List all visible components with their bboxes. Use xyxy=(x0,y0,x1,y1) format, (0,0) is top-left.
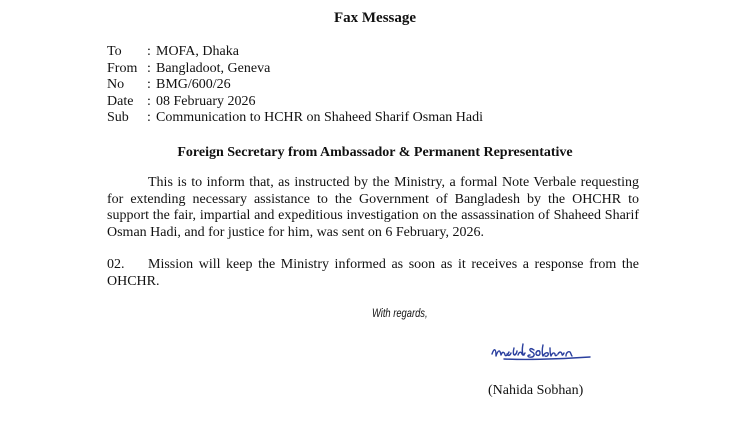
meta-separator: : xyxy=(147,93,151,109)
meta-value: Bangladoot, Geneva xyxy=(156,60,271,76)
meta-row-date xyxy=(107,94,483,111)
meta-label: Date xyxy=(107,93,134,109)
meta-label: Sub xyxy=(107,110,129,125)
closing-text: With regards, xyxy=(372,306,428,320)
meta-value: MOFA, Dhaka xyxy=(156,44,239,59)
addressee-heading: Foreign Secretary from Ambassador & Permanent Representative xyxy=(177,145,573,160)
meta-value: BMG/600/26 xyxy=(156,77,231,92)
signer-name: (Nahida Sobhan) xyxy=(488,383,584,398)
body-paragraph-1: This is to inform that, as instructed by the Ministry, a formal Note Verbale requesting for extending necessary assistance to the Government of Bangladesh by the OHCHR to support the fair, impartial and expeditious investigation on the assassination of Shaheed Sharif Osman Hadi, and for justice for him, was sent on 6 February, 2026. xyxy=(107,175,639,240)
meta-separator: : xyxy=(147,60,151,76)
meta-label: To xyxy=(107,44,122,59)
meta-label: No xyxy=(107,77,125,92)
meta-value: 08 February 2026 xyxy=(156,93,256,109)
meta-separator: : xyxy=(147,44,151,59)
body-paragraph-2 xyxy=(107,257,639,290)
paragraph-number: 02. xyxy=(107,257,125,272)
meta-row-no xyxy=(107,77,483,94)
meta-label: From xyxy=(107,60,138,76)
meta-separator: : xyxy=(147,77,151,92)
fax-meta-block xyxy=(107,44,483,127)
meta-separator: : xyxy=(147,110,151,125)
meta-row-to xyxy=(107,44,483,61)
meta-row-subject xyxy=(107,110,483,127)
handwritten-signature xyxy=(490,340,610,364)
meta-value: Communication to HCHR on Shaheed Sharif Osman Hadi xyxy=(156,110,484,125)
paragraph-text: Mission will keep the Ministry informed as soon as it receives a response from the OHCHR. xyxy=(107,257,639,289)
meta-row-from xyxy=(107,61,483,78)
document-title: Fax Message xyxy=(333,10,417,26)
